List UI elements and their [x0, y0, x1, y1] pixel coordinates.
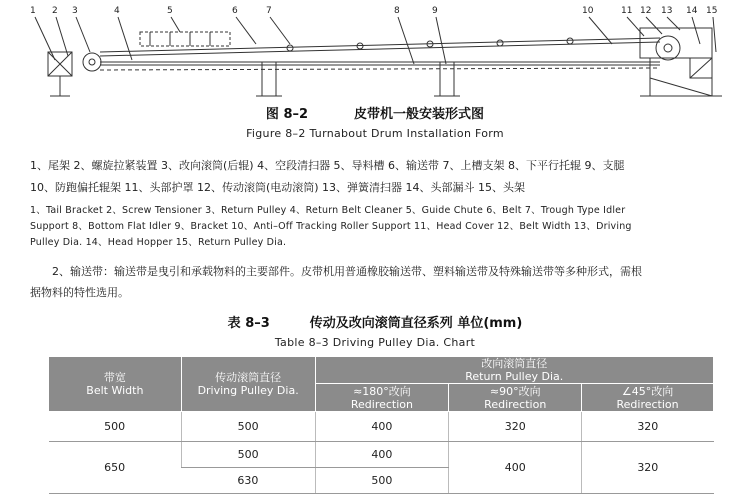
- legend-en-line-2: Support 8、Bottom Flat Idler 9、Bracket 10、Anti–Off Tracking Roller Support 11、Head Cover 12、Belt Width 13、Driving: [30, 221, 632, 232]
- cell-driving-dia: 500: [181, 442, 315, 468]
- legend-en-line-3: Pulley Dia. 14、Head Hopper 15、Return Pulley Dia.: [30, 237, 287, 248]
- legend-cn-line-1: 1、尾架 2、螺旋拉紧装置 3、改向滚筒(后辊) 4、空段清扫器 5、导料槽 6、输送带 7、上槽支架 8、下平行托辊 9、支腿: [30, 159, 625, 172]
- callout-13: 13: [661, 6, 673, 16]
- cell-belt-width: 650: [49, 442, 182, 494]
- header-redirection-180: ≈180°改向 Redirection: [315, 384, 449, 412]
- table-row: [49, 442, 714, 468]
- figure-number: 图 8–2: [265, 107, 309, 122]
- callout-12: 12: [640, 6, 652, 16]
- callout-1: 1: [30, 6, 36, 16]
- callout-2: 2: [52, 6, 58, 16]
- table-caption-en: Table 8–3 Driving Pulley Dia. Chart: [274, 336, 476, 349]
- header-driving-pulley-dia: 传动滚筒直径 Driving Pulley Dia.: [181, 357, 315, 412]
- header-redirection-90: ≈90°改向 Redirection: [449, 384, 582, 412]
- table-caption-cn: [0, 312, 750, 331]
- conveyor-installation-drawing: [0, 0, 750, 100]
- header-redirection-45: ∠45°改向 Redirection: [582, 384, 714, 412]
- callout-7: 7: [266, 6, 272, 16]
- cell-redirection-90: 400: [449, 442, 582, 494]
- callout-11: 11: [621, 6, 633, 16]
- cell-belt-width: 500: [49, 412, 182, 442]
- header-return-pulley-dia: 改向滚筒直径 Return Pulley Dia.: [315, 357, 713, 384]
- callout-14: 14: [686, 6, 698, 16]
- cell-redirection-180: 400: [315, 442, 449, 468]
- cell-driving-dia: 500: [181, 412, 315, 442]
- callout-4: 4: [114, 6, 120, 16]
- figure-title-cn: 皮带机一般安装形式图: [354, 107, 485, 122]
- figure-caption-en: Figure 8–2 Turnabout Drum Installation Form: [246, 127, 504, 140]
- header-belt-width: 带宽 Belt Width: [49, 357, 182, 412]
- cell-driving-dia: 630: [181, 468, 315, 494]
- cell-redirection-45: 320: [582, 412, 714, 442]
- table-title-cn: 传动及改向滚筒直径系列 单位(mm): [309, 316, 523, 331]
- cell-redirection-180: 400: [315, 412, 449, 442]
- callout-10: 10: [582, 6, 594, 16]
- callout-3: 3: [72, 6, 78, 16]
- cell-redirection-45: 320: [582, 442, 714, 494]
- cell-redirection-180: 500: [315, 468, 449, 494]
- belt-paragraph-line-2: 据物料的特性选用。: [30, 286, 129, 299]
- table-row: [49, 412, 714, 442]
- table-number: 表 8–3: [227, 316, 270, 331]
- callout-15: 15: [706, 6, 718, 16]
- callout-5: 5: [167, 6, 173, 16]
- pulley-diameter-table: [48, 356, 714, 494]
- cell-redirection-90: 320: [449, 412, 582, 442]
- callout-6: 6: [232, 6, 238, 16]
- figure-caption-cn: [0, 103, 750, 122]
- legend-cn-line-2: 10、防跑偏托辊架 11、头部护罩 12、传动滚筒(电动滚筒) 13、弹簧清扫器 14、头部漏斗 15、头架: [30, 181, 526, 194]
- belt-paragraph-line-1: 2、输送带：输送带是曳引和承载物料的主要部件。皮带机用普通橡胶输送带、塑料输送带及特殊输送带等多种形式，需根: [52, 265, 642, 278]
- legend-en-line-1: 1、Tail Bracket 2、Screw Tensioner 3、Return Pulley 4、Return Belt Cleaner 5、Guide Chute 6、Belt 7、Trough Type Idler: [30, 205, 626, 216]
- callout-9: 9: [432, 6, 438, 16]
- callout-8: 8: [394, 6, 400, 16]
